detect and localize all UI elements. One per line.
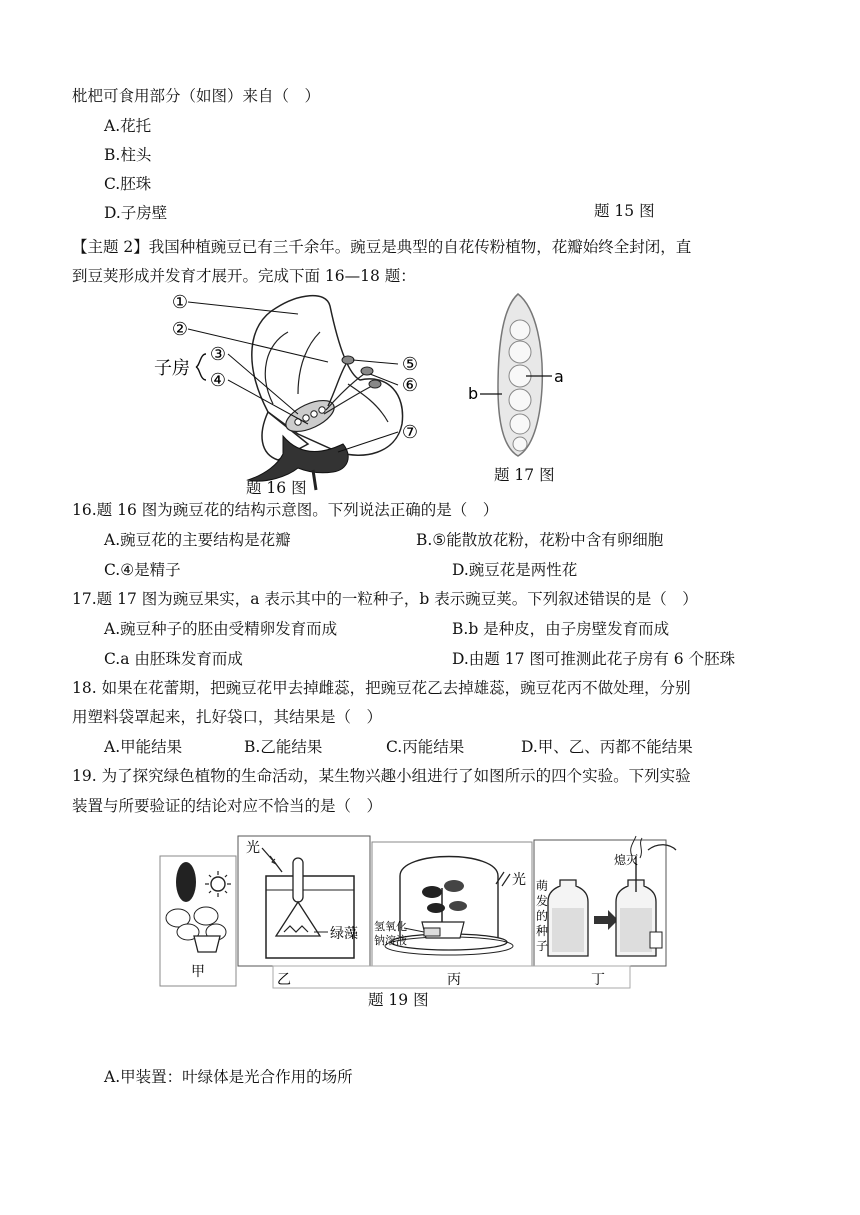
theme2-line2: 到豆荚形成并发育才展开。完成下面 16—18 题： (72, 267, 416, 285)
fig19-label-jia: 甲 (191, 964, 205, 980)
q18-option-c: C.丙能结果 (386, 738, 465, 756)
fig16-marker-1: ① (171, 292, 189, 313)
q17-option-a: A.豌豆种子的胚由受精卵发育而成 (104, 620, 338, 638)
fig15-caption: 题 15 图 (594, 202, 655, 220)
fig19-naoh-line2: 钠溶液 (374, 934, 407, 947)
q18-line2: 用塑料袋罩起来，扎好袋口，其结果是（ ） (72, 708, 383, 726)
q17-option-c: C.a 由胚珠发育而成 (104, 650, 243, 668)
q19-line1: 19. 为了探究绿色植物的生命活动，某生物兴趣小组进行了如图所示的四个实验。下列实验 (72, 767, 691, 785)
fig17-label-b: b (468, 384, 479, 403)
q19-option-a: A.甲装置：叶绿体是光合作用的场所 (104, 1068, 353, 1086)
fig19-algae-label: 绿藻 (330, 926, 358, 942)
fig19-label-ding: 丁 (591, 972, 605, 988)
q15-option-b: B.柱头 (104, 146, 152, 164)
fig17-label-a: a (554, 367, 564, 386)
q18-line1: 18. 如果在花蕾期，把豌豆花甲去掉雌蕊，把豌豆花乙去掉雄蕊，豌豆花丙不做处理，分别 (72, 679, 691, 697)
fig19-label-yi: 乙 (277, 972, 291, 988)
q18-option-d: D.甲、乙、丙都不能结果 (521, 738, 693, 756)
fig19-seed-char-5: 子 (536, 939, 549, 953)
fig16-marker-3: ③ (209, 344, 227, 365)
fig17-caption: 题 17 图 (494, 466, 555, 484)
fig19-seed-char-1: 萌 (536, 879, 549, 893)
q16-option-a: A.豌豆花的主要结构是花瓣 (104, 531, 291, 549)
fig19-label-bing: 丙 (447, 972, 461, 988)
fig16-marker-4: ④ (209, 370, 227, 391)
fig19-experiments (158, 828, 698, 994)
fig16-marker-5: ⑤ (401, 354, 419, 375)
fig19-naoh-line1: 氢氧化 (374, 920, 407, 933)
q16-stem: 16.题 16 图为豌豆花的结构示意图。下列说法正确的是（ ） (72, 501, 499, 519)
fig19-light-bing: 光 (512, 872, 526, 888)
q18-option-a: A.甲能结果 (104, 738, 183, 756)
fig19-caption: 题 19 图 (368, 991, 429, 1009)
theme2-line1: 【主题 2】我国种植豌豆已有三千余年。豌豆是典型的自花传粉植物，花瓣始终全封闭，直 (72, 238, 692, 256)
q19-line2: 装置与所要验证的结论对应不恰当的是（ ） (72, 797, 383, 815)
q15-stem: 枇杷可食用部分（如图）来自（ ） (72, 87, 321, 105)
q15-option-d: D.子房壁 (104, 204, 168, 222)
fig17-pea-pod (466, 288, 576, 458)
fig16-ovary-label: 子房 (154, 358, 190, 379)
fig19-seed-char-2: 发 (536, 894, 549, 908)
q17-option-b: B.b 是种皮，由子房壁发育而成 (452, 620, 670, 638)
fig19-seed-char-3: 的 (536, 909, 549, 923)
q17-stem: 17.题 17 图为豌豆果实，a 表示其中的一粒种子，b 表示豌豆荚。下列叙述错误的是（ ） (72, 590, 698, 608)
q15-option-a: A.花托 (104, 117, 152, 135)
q16-option-c: C.④是精子 (104, 561, 181, 579)
fig16-caption: 题 16 图 (246, 479, 307, 497)
fig19-seed-char-4: 种 (536, 924, 549, 938)
q17-option-d: D.由题 17 图可推测此花子房有 6 个胚珠 (452, 650, 736, 668)
fig16-marker-7: ⑦ (401, 422, 419, 443)
q16-option-b: B.⑤能散放花粉，花粉中含有卵细胞 (416, 531, 664, 549)
fig16-marker-6: ⑥ (401, 375, 419, 396)
fig16-marker-2: ② (171, 319, 189, 340)
q15-option-c: C.胚珠 (104, 175, 152, 193)
q18-option-b: B.乙能结果 (244, 738, 323, 756)
fig19-light-yi: 光 (246, 840, 260, 856)
fig19-extinguish-label: 熄灭 (614, 853, 639, 867)
q16-option-d: D.豌豆花是两性花 (452, 561, 578, 579)
fig16-pea-flower-diagram (148, 284, 438, 494)
